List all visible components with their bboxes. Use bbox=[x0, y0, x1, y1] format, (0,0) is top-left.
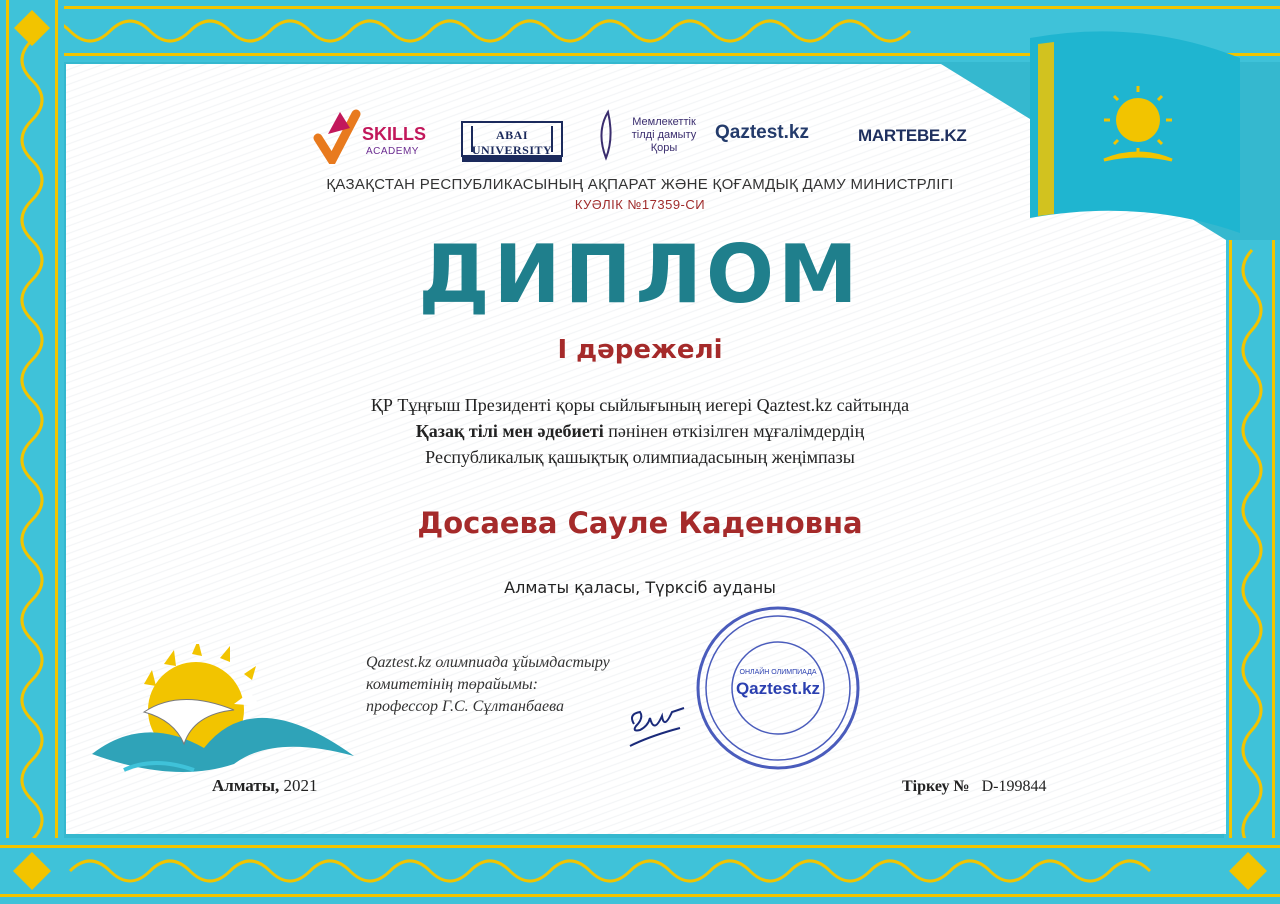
stamp-small-text: ОНЛАЙН ОЛИМПИАДА bbox=[739, 669, 817, 676]
chair-line-3: профессор Г.С. Сұлтанбаева bbox=[366, 698, 564, 715]
recipient-location: Алматы қаласы, Түрксіб ауданы bbox=[504, 578, 776, 597]
skills-academy-icon bbox=[310, 108, 362, 164]
sun-eagle-mountains-emblem bbox=[84, 644, 364, 784]
abai-logo-text: ABAI UNIVERSITY bbox=[471, 128, 553, 157]
martebe-logo bbox=[858, 126, 968, 150]
skills-logo-subtext: ACADEMY bbox=[366, 146, 419, 157]
feather-icon bbox=[592, 108, 622, 164]
partner-logos bbox=[310, 108, 970, 170]
signature bbox=[624, 700, 694, 752]
license-number: КУӘЛІК №17359-СИ bbox=[574, 197, 706, 212]
memleket-fund-logo bbox=[592, 108, 704, 164]
qaztest-logo-text: Qaztest.kz bbox=[715, 122, 809, 143]
description-line-3: Республикалық қашықтық олимпиадасының жеңімпазы bbox=[425, 447, 855, 467]
description-line-2 bbox=[0, 418, 1280, 444]
degree-label: I дәрежелі bbox=[557, 335, 723, 365]
skills-academy-logo bbox=[310, 108, 430, 164]
diploma-title: ДИПЛОМ bbox=[418, 228, 862, 321]
ornament-border-bottom bbox=[0, 838, 1280, 904]
registration-label: Тіркеу № bbox=[902, 778, 970, 795]
chair-line-1: Qaztest.kz олимпиада ұйымдастыру bbox=[366, 654, 610, 671]
ornament-pattern-bottom bbox=[0, 838, 1280, 904]
ministry-heading: ҚАЗАҚСТАН РЕСПУБЛИКАСЫНЫҢ АҚПАРАТ ЖӘНЕ ҚОҒАМДЫҚ ДАМУ МИНИСТРЛІГІ bbox=[326, 176, 954, 193]
award-description bbox=[0, 392, 1280, 470]
official-stamp bbox=[694, 604, 862, 772]
description-line-2-rest: пәнінен өткізілген мұғалімдердің bbox=[603, 421, 865, 441]
abai-university-logo bbox=[460, 116, 564, 164]
issue-city: Алматы, bbox=[212, 776, 280, 795]
subject-name: Қазақ тілі мен әдебиеті bbox=[415, 421, 604, 441]
skills-logo-text: SKILLS bbox=[362, 124, 427, 144]
memleket-logo-text: Мемлекеттік тілді дамыту Қоры bbox=[631, 116, 697, 154]
registration-value: D-199844 bbox=[981, 778, 1047, 795]
issue-city-year bbox=[212, 776, 317, 796]
description-line-1: ҚР Тұңғыш Президенті қоры сыйлығының иегері Qaztest.kz сайтында bbox=[370, 395, 910, 415]
recipient-name: Досаева Сауле Каденовна bbox=[417, 506, 863, 540]
registration-number bbox=[902, 778, 1047, 796]
issue-year: 2021 bbox=[279, 776, 318, 795]
chair-line-2: комитетінің төрайымы: bbox=[366, 676, 539, 693]
martebe-logo-text: MARTEBE.KZ bbox=[858, 126, 967, 145]
stamp-center-text: Qaztest.kz bbox=[735, 679, 821, 698]
qaztest-logo bbox=[715, 122, 839, 150]
